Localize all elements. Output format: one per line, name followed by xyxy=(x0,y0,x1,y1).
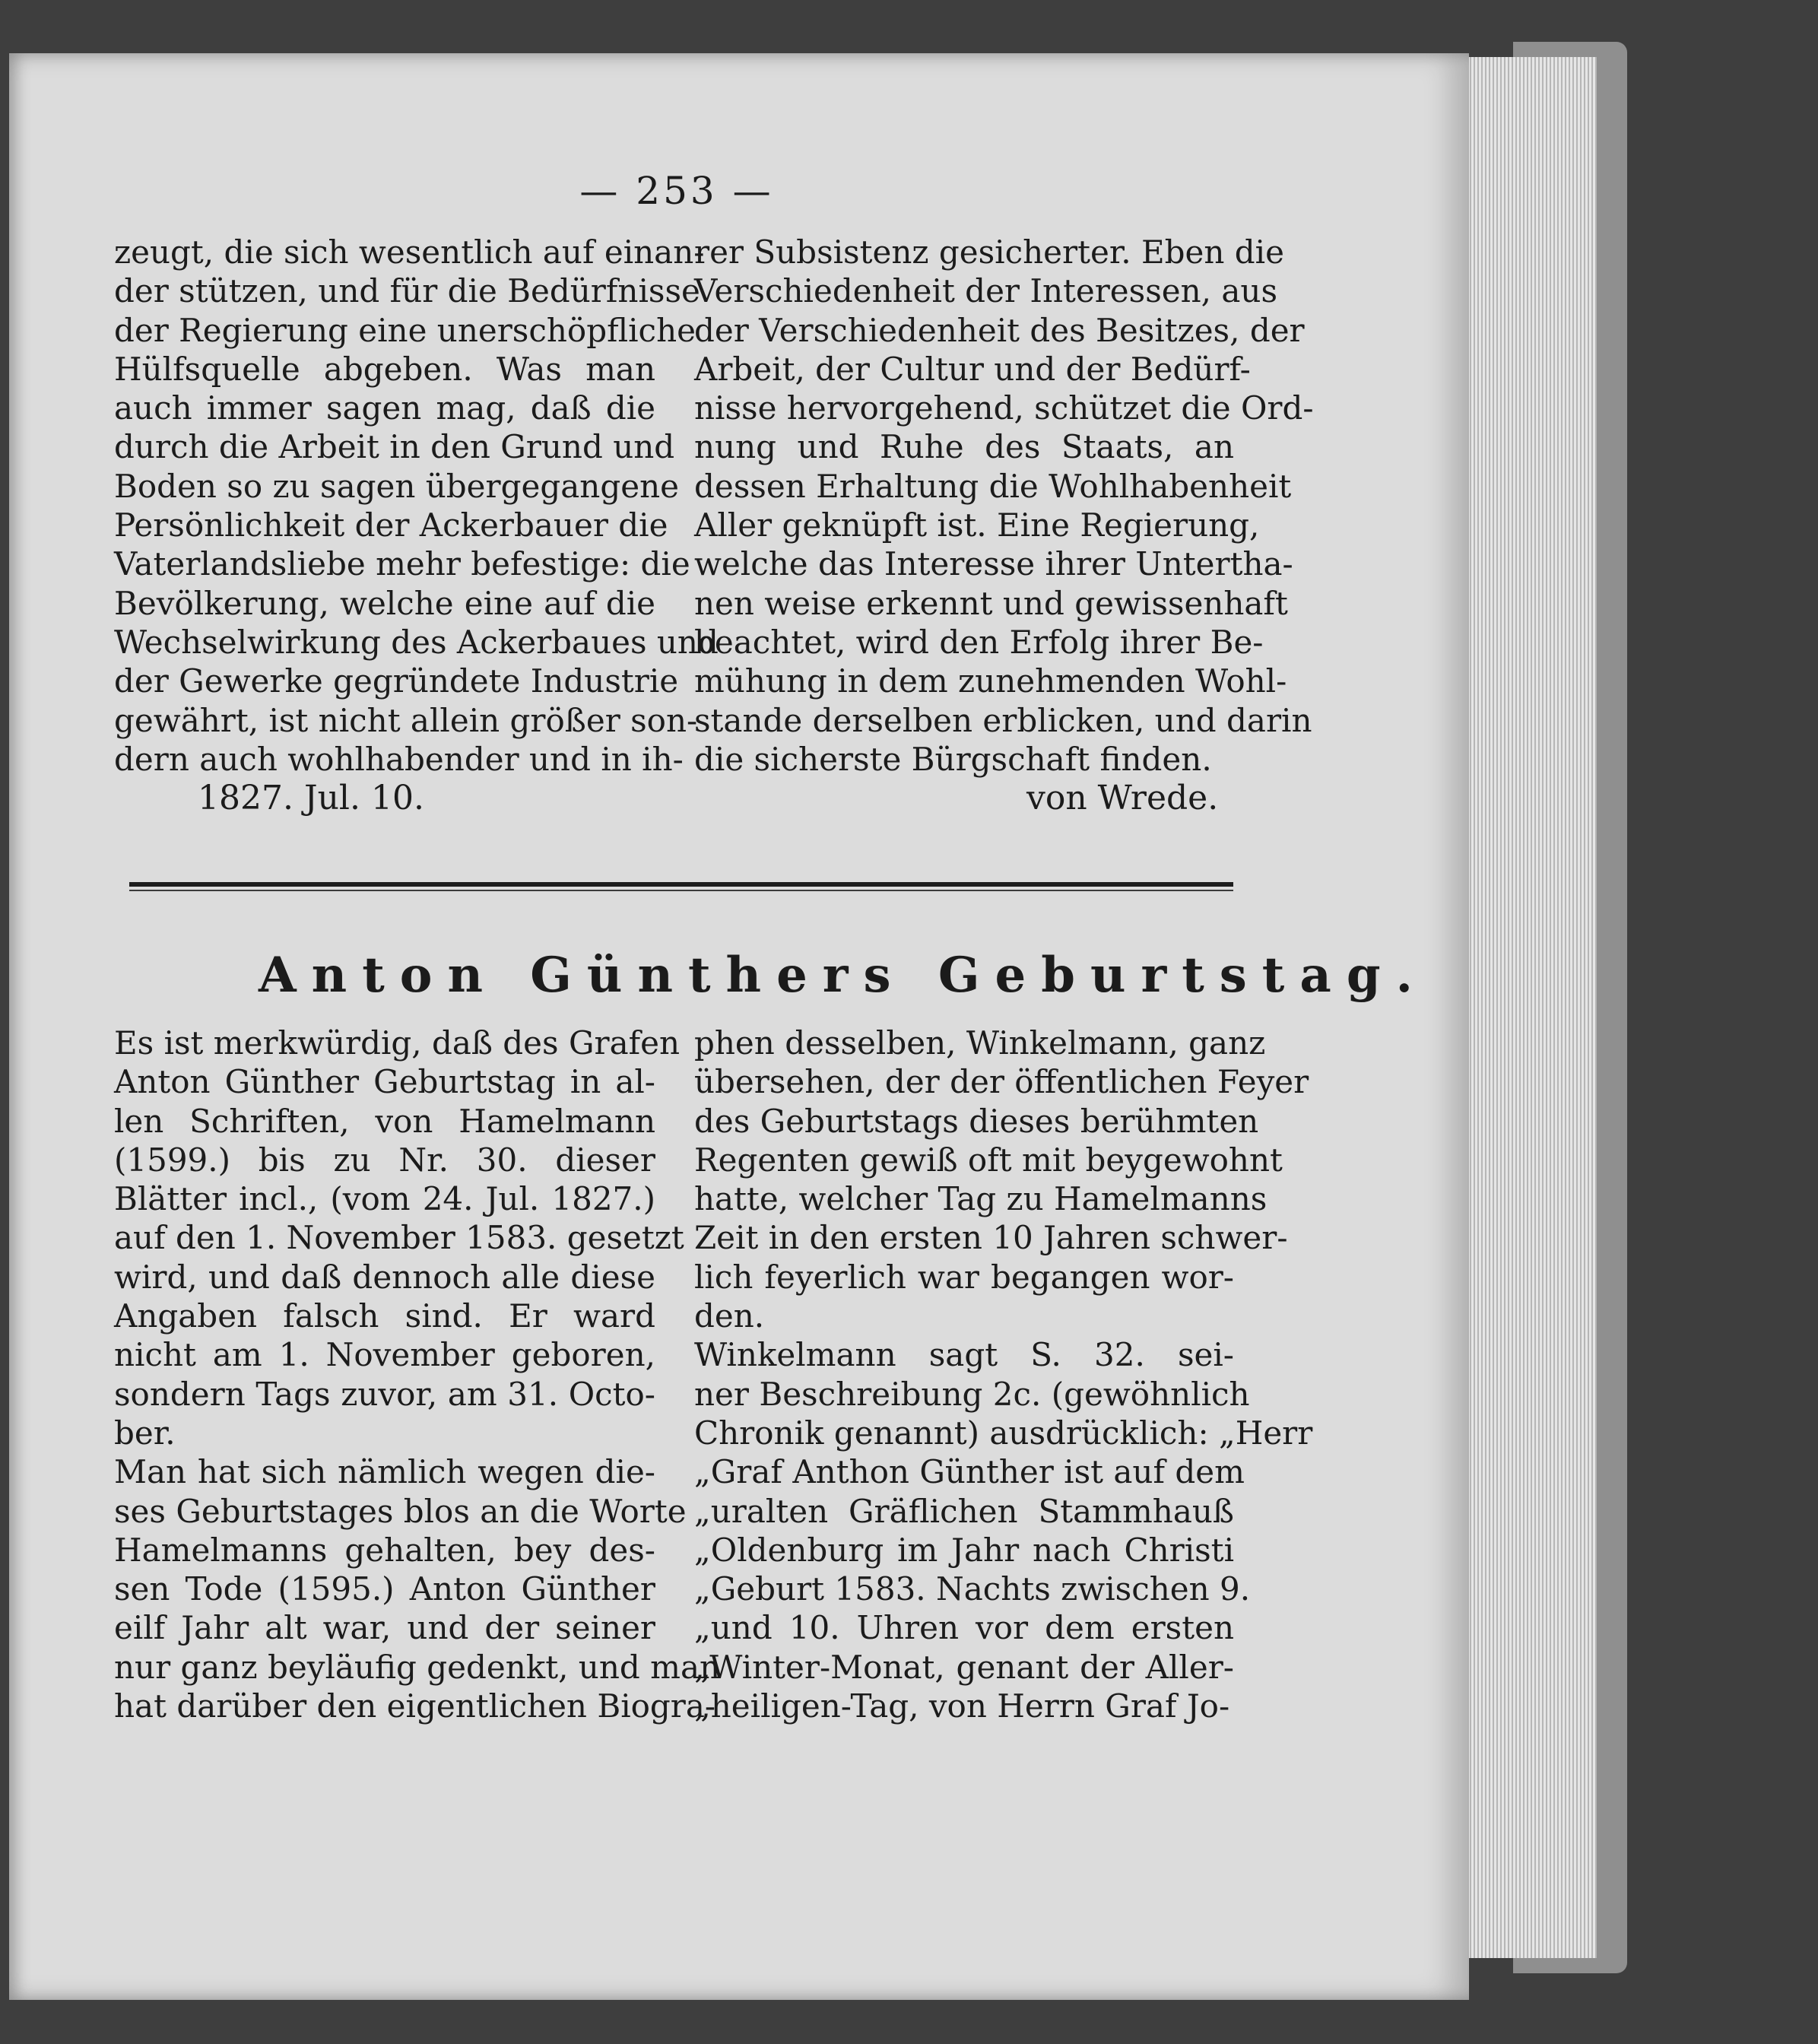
text-line: auch immer sagen mag, daß die xyxy=(114,389,655,427)
text-line: mühung in dem zunehmenden Wohl- xyxy=(694,662,1287,700)
text-line: Vaterlandsliebe mehr befestige: die xyxy=(114,545,690,583)
text-line: Verschiedenheit der Interessen, aus xyxy=(694,272,1278,310)
text-line: „und 10. Uhren vor dem ersten xyxy=(694,1609,1234,1647)
text-line: nicht am 1. November geboren, xyxy=(114,1336,655,1374)
text-line: der Regierung eine unerschöpfliche xyxy=(114,311,696,349)
text-line: nisse hervorgehend, schützet die Ord- xyxy=(694,389,1314,427)
text-line: Es ist merkwürdig, daß des Grafen xyxy=(114,1024,681,1062)
page-number: — 253 — xyxy=(579,169,774,213)
article-heading: Anton Günthers Geburtstag. xyxy=(259,947,1428,1004)
text-line: Hülfsquelle abgeben. Was man xyxy=(114,350,655,388)
text-line: len Schriften, von Hamelmann xyxy=(114,1102,655,1140)
text-line: nur ganz beyläufig gedenkt, und man xyxy=(114,1648,721,1686)
text-line: „uralten Gräflichen Stammhauß xyxy=(694,1492,1234,1530)
text-line: sondern Tags zuvor, am 31. Octo- xyxy=(114,1375,655,1413)
text-line: phen desselben, Winkelmann, ganz xyxy=(694,1024,1266,1062)
text-line: der stützen, und für die Bedürfnisse xyxy=(114,272,700,310)
text-line: Regenten gewiß oft mit beygewohnt xyxy=(694,1141,1283,1179)
text-line: der Gewerke gegründete Industrie xyxy=(114,662,679,700)
text-line: auf den 1. November 1583. gesetzt xyxy=(114,1219,684,1257)
text-line: beachtet, wird den Erfolg ihrer Be- xyxy=(694,623,1264,661)
text-line: (1599.) bis zu Nr. 30. dieser xyxy=(114,1141,655,1179)
text-line: Hamelmanns gehalten, bey des- xyxy=(114,1531,655,1569)
text-line: Bevölkerung, welche eine auf die xyxy=(114,584,655,622)
text-line: dern auch wohlhabender und in ih- xyxy=(114,740,684,778)
text-line: „Oldenburg im Jahr nach Christi xyxy=(694,1531,1234,1569)
text-line: Boden so zu sagen übergegangene xyxy=(114,467,679,505)
text-line: durch die Arbeit in den Grund und xyxy=(114,428,675,466)
column-left-section2 xyxy=(114,1024,721,1725)
text-line: „Winter-Monat, genant der Aller- xyxy=(694,1648,1234,1686)
text-line: gewährt, ist nicht allein größer son- xyxy=(114,701,698,739)
text-line: die sicherste Bürgschaft finden. xyxy=(694,740,1212,778)
text-line: eilf Jahr alt war, und der seiner xyxy=(114,1609,655,1647)
text-line: Arbeit, der Cultur und der Bedürf- xyxy=(694,350,1251,388)
text-line: welche das Interesse ihrer Untertha- xyxy=(694,545,1293,583)
text-line: „Geburt 1583. Nachts zwischen 9. xyxy=(694,1570,1251,1608)
column-right-section2 xyxy=(694,1024,1313,1725)
text-line: nen weise erkennt und gewissenhaft xyxy=(694,584,1288,622)
text-line: Blätter incl., (vom 24. Jul. 1827.) xyxy=(114,1180,655,1218)
text-line: Man hat sich nämlich wegen die- xyxy=(114,1453,655,1491)
text-line: übersehen, der der öffentlichen Feyer xyxy=(694,1063,1309,1101)
text-line: zeugt, die sich wesentlich auf einan- xyxy=(114,233,705,271)
text-line: der Verschiedenheit des Besitzes, der xyxy=(694,311,1305,349)
text-line: rer Subsistenz gesicherter. Eben die xyxy=(694,233,1284,271)
text-line: Chronik genannt) ausdrücklich: „Herr xyxy=(694,1414,1313,1452)
text-line: hatte, welcher Tag zu Hamelmanns xyxy=(694,1180,1268,1218)
text-line: „Graf Anthon Günther ist auf dem xyxy=(694,1453,1245,1491)
text-line: Winkelmann sagt S. 32. sei- xyxy=(694,1336,1234,1374)
text-line: Anton Günther Geburtstag in al- xyxy=(114,1063,655,1101)
section-divider xyxy=(129,882,1233,887)
text-line: den. xyxy=(694,1297,765,1335)
page-edges xyxy=(1464,57,1597,1958)
text-line: stande derselben erblicken, und darin xyxy=(694,701,1312,739)
text-line: dessen Erhaltung die Wohlhabenheit xyxy=(694,467,1292,505)
dateline: 1827. Jul. 10. xyxy=(198,779,424,817)
signature: von Wrede. xyxy=(1026,779,1219,817)
column-left-section1 xyxy=(114,233,719,779)
text-line: Aller geknüpft ist. Eine Regierung, xyxy=(694,506,1260,544)
text-line: lich feyerlich war begangen wor- xyxy=(694,1258,1234,1296)
text-line: ses Geburtstages blos an die Worte xyxy=(114,1492,687,1530)
text-line: sen Tode (1595.) Anton Günther xyxy=(114,1570,655,1608)
text-line: nung und Ruhe des Staats, an xyxy=(694,428,1234,466)
text-line: Persönlichkeit der Ackerbauer die xyxy=(114,506,668,544)
text-line: ber. xyxy=(114,1414,176,1452)
text-line: hat darüber den eigentlichen Biogra- xyxy=(114,1687,716,1725)
text-line: „heiligen-Tag, von Herrn Graf Jo- xyxy=(694,1687,1230,1725)
text-line: Wechselwirkung des Ackerbaues und xyxy=(114,623,719,661)
column-right-section1 xyxy=(694,233,1314,779)
text-line: Zeit in den ersten 10 Jahren schwer- xyxy=(694,1219,1288,1257)
text-line: wird, und daß dennoch alle diese xyxy=(114,1258,655,1296)
section-divider-thin xyxy=(129,890,1233,891)
text-line: Angaben falsch sind. Er ward xyxy=(114,1297,655,1335)
text-line: des Geburtstags dieses berühmten xyxy=(694,1102,1259,1140)
text-line: ner Beschreibung 2c. (gewöhnlich xyxy=(694,1375,1250,1413)
